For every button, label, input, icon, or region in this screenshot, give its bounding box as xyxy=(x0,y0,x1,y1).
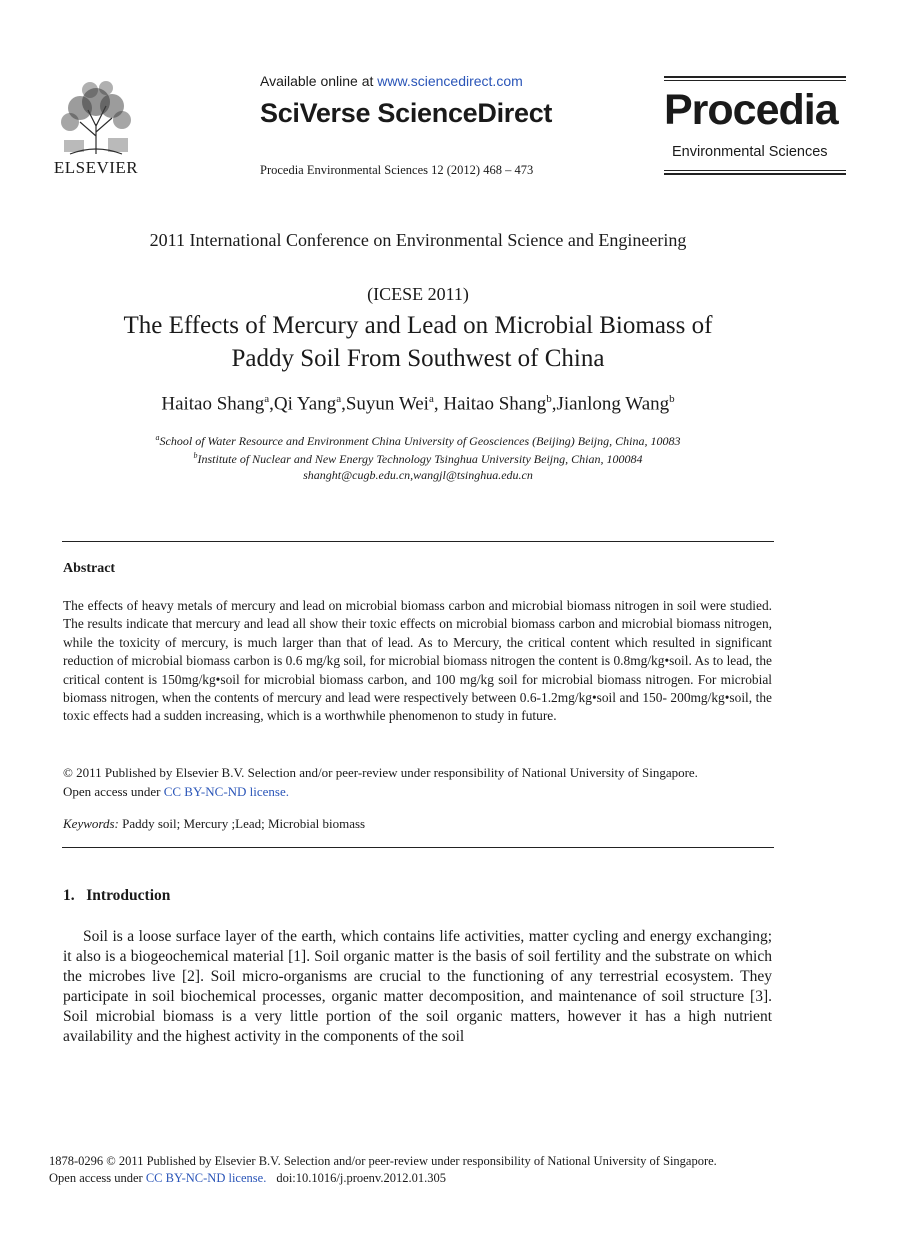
author-sup: b xyxy=(669,393,675,405)
keywords xyxy=(63,816,365,832)
author-list xyxy=(0,393,836,415)
footer-open-access-prefix: Open access under xyxy=(49,1171,146,1185)
title-line-1: The Effects of Mercury and Lead on Microbial Biomass of xyxy=(123,312,713,339)
author-sup: b xyxy=(546,393,552,405)
affiliation-a xyxy=(0,433,836,449)
journal-reference: Procedia Environmental Sciences 12 (2012) 468 – 473 xyxy=(260,163,534,177)
author-sup: a xyxy=(264,393,270,405)
affiliation-sup: b xyxy=(193,451,198,460)
affiliation-b xyxy=(0,451,836,467)
introduction-body: Soil is a loose surface layer of the earth, which contains life activities, matter cycling and energy exchanging; it also is a biogeochemical material [1]. Soil organic matter is the basis of soil fertility and the substrate on which the microbes live [2]. Soil micro-organisms are crucial to the functioning of any terrestrial ecosystem. They participate in soil biochemical processes, organic matter decomposition, and maintenance of soil structure [3]. Soil microbial biomass is a very little portion of the soil organic matters, however it has a high nutrient availability and the highest activity in the components of the soil xyxy=(63,928,772,1045)
divider-top xyxy=(62,541,774,542)
author-sep: , xyxy=(433,393,444,415)
author-sup: a xyxy=(336,393,342,405)
title-line-2: Paddy Soil From Southwest of China xyxy=(231,345,605,372)
conference-short: (ICESE 2011) xyxy=(367,284,469,304)
affiliation-sup: a xyxy=(155,433,160,442)
keywords-list: Paddy soil; Mercury ;Lead; Microbial biomass xyxy=(118,816,366,831)
footer-license-link[interactable]: CC BY-NC-ND license. xyxy=(145,1171,267,1185)
available-prefix: Available online at xyxy=(260,73,378,89)
license-link[interactable]: CC BY-NC-ND license. xyxy=(163,784,290,799)
author-sup: a xyxy=(428,393,434,405)
author: Suyun Wei xyxy=(345,393,429,415)
section-heading-introduction: 1. Introduction xyxy=(63,887,171,904)
author-sep: , xyxy=(551,393,557,415)
abstract-heading: Abstract xyxy=(63,561,116,576)
available-online xyxy=(260,73,523,89)
author-emails: shanght@cugb.edu.cn,wangjl@tsinghua.edu.cn xyxy=(303,468,533,482)
abstract-copyright: © 2011 Published by Elsevier B.V. Selection and/or peer-review under responsibility of National University of Singapore. xyxy=(63,765,698,780)
conference-name: 2011 International Conference on Environmental Science and Engineering xyxy=(149,230,687,250)
affiliation-text: Institute of Nuclear and New Energy Technology Tsinghua University Beijng, Chian, 100084 xyxy=(197,452,643,466)
abstract-body: The effects of heavy metals of mercury and lead on microbial biomass carbon and microbial biomass nitrogen in soil were studied. The results indicate that mercury and lead all show their toxic effects on microbial biomass carbon and microbial biomass nitrogen, while the toxicity of mercury, is much larger than that of lead. As to Mercury, the critical content which resulted in significant reduction of microbial biomass carbon is 0.6 mg/kg soil, for microbial biomass nitrogen the content is 0.8mg/kg•soil. As to lead, the critical content is 150mg/kg•soil for microbial biomass carbon, and 100 mg/kg soil for microbial biomass nitrogen. For microbial biomass nitrogen, when the contents of mercury and lead were respectively between 0.6-1.2mg/kg•soil and 150- 200mg/kg•soil, the toxic effects had a sudden increasing, which is a worthwhile phenomenon to study in future. xyxy=(63,598,772,724)
author: Qi Yang xyxy=(273,393,337,415)
footer-license-doi xyxy=(49,1171,446,1186)
author-sep: , xyxy=(269,393,274,415)
divider-bottom xyxy=(62,847,774,848)
abstract-open-access xyxy=(63,784,289,800)
sciencedirect-link[interactable]: www.sciencedirect.com xyxy=(377,73,523,89)
author: Jianlong Wang xyxy=(556,393,670,415)
procedia-wordmark: Procedia xyxy=(664,86,838,134)
affiliation-text: School of Water Resource and Environment China University of Geosciences (Beijing) Beijng, China, 10083 xyxy=(159,434,681,448)
footer-issn-copyright: 1878-0296 © 2011 Published by Elsevier B.V. Selection and/or peer-review under responsibility of National University of Singapore. xyxy=(49,1154,717,1168)
procedia-subtitle: Environmental Sciences xyxy=(672,144,828,160)
author-sep: , xyxy=(341,393,346,415)
elsevier-wordmark: ELSEVIER xyxy=(53,158,139,177)
paper-title xyxy=(60,309,776,375)
open-access-prefix: Open access under xyxy=(63,784,164,799)
keywords-label: Keywords: xyxy=(63,816,119,831)
footer-doi: doi:10.1016/j.proenv.2012.01.305 xyxy=(276,1171,446,1185)
sciverse-logo: SciVerse ScienceDirect xyxy=(260,98,553,128)
author: Haitao Shang xyxy=(161,393,265,415)
author: Haitao Shang xyxy=(443,393,547,415)
